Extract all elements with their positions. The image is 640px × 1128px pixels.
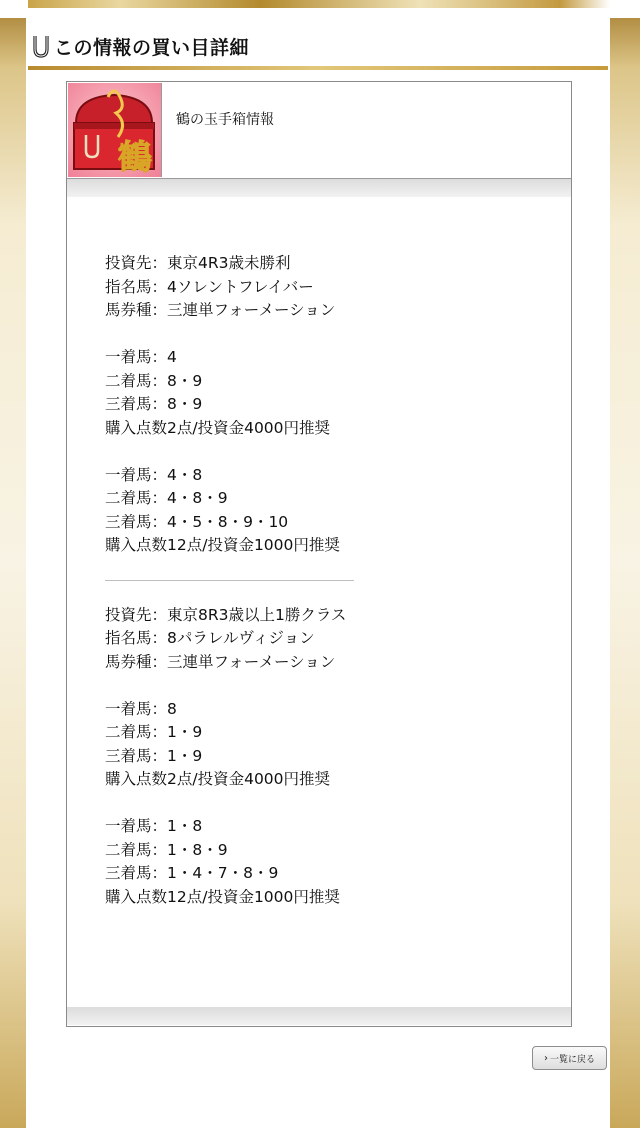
- page-title: この情報の買い目詳細: [54, 36, 250, 59]
- pick-details: [105, 252, 545, 909]
- back-to-list-button[interactable]: [532, 1046, 607, 1070]
- pick-block-2: [105, 604, 545, 910]
- pick-venue: 投資先：東京4R3歳未勝利: [105, 254, 291, 272]
- page-header: [32, 30, 249, 62]
- thumbnail-crane-character: 鶴: [118, 138, 152, 177]
- card-header: [67, 82, 571, 179]
- third-place: 三着馬：4・5・8・9・10: [105, 512, 289, 531]
- purchase-info: 購入点数2点/投資金4000円推奨: [105, 418, 331, 437]
- source-name: 鶴の玉手箱情報: [176, 112, 274, 128]
- pick-horse: 指名馬：4ソレントフレイバー: [105, 277, 314, 296]
- back-button-label: 一覧に戻る: [549, 1054, 595, 1065]
- gold-frame-left: [0, 0, 26, 1128]
- first-place: 一着馬：4・8: [105, 465, 203, 484]
- third-place: 三着馬：1・4・7・8・9: [105, 864, 279, 882]
- card-band-bottom: [67, 1007, 571, 1025]
- first-place: 一着馬：8: [105, 699, 177, 718]
- pick-divider: [105, 580, 354, 581]
- purchase-info: 購入点数12点/投資金1000円推奨: [105, 887, 340, 906]
- page: [26, 8, 610, 1128]
- pick-bet-type: 馬券種：三連単フォーメーション: [105, 301, 336, 319]
- first-place: 一着馬：1・8: [105, 817, 203, 835]
- third-place: 三着馬：1・9: [105, 746, 203, 765]
- pick-block-1: [105, 252, 545, 558]
- purchase-info: 購入点数12点/投資金1000円推奨: [105, 536, 340, 554]
- second-place: 二着馬：1・8・9: [105, 840, 228, 859]
- pick-horse: 指名馬：8パラレルヴィジョン: [105, 629, 315, 647]
- third-place: 三着馬：8・9: [105, 395, 203, 413]
- second-place: 二着馬：4・8・9: [105, 489, 228, 507]
- treasure-box-thumbnail: [68, 83, 162, 177]
- second-place: 二着馬：8・9: [105, 371, 203, 390]
- card-band-top: [67, 179, 571, 197]
- gold-frame-right: [610, 0, 640, 1128]
- title-underline: [28, 66, 608, 70]
- pick-bet-type: 馬券種：三連単フォーメーション: [105, 652, 336, 671]
- horseshoe-icon: [32, 34, 50, 58]
- pick-venue: 投資先：東京8R3歳以上1勝クラス: [105, 605, 347, 624]
- second-place: 二着馬：1・9: [105, 723, 203, 741]
- purchase-info: 購入点数2点/投資金4000円推奨: [105, 770, 331, 788]
- first-place: 一着馬：4: [105, 348, 177, 366]
- treasure-chest-icon: [68, 83, 161, 177]
- chevron-right-icon: ›: [543, 1052, 548, 1064]
- detail-card: [66, 81, 572, 1027]
